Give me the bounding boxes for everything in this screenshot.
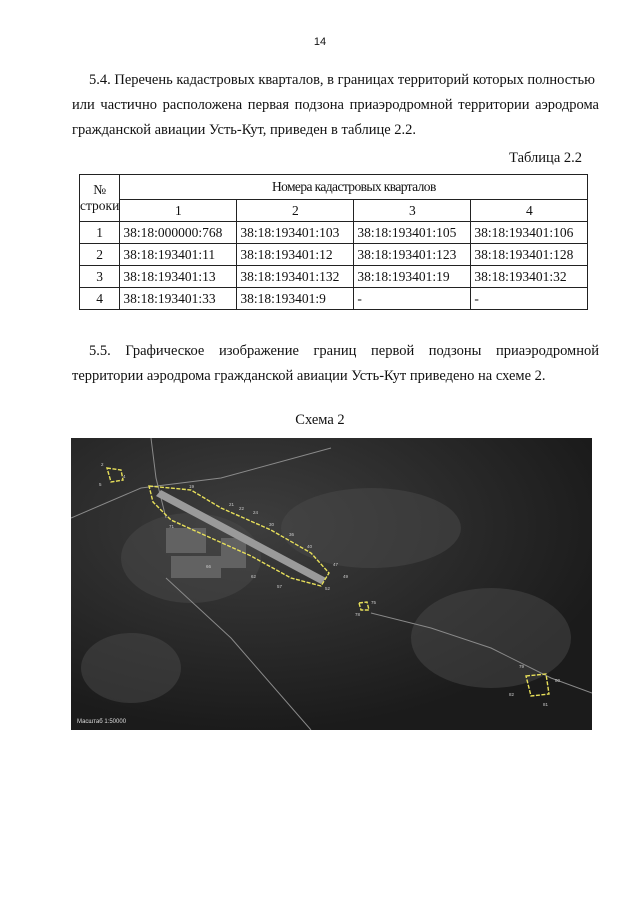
table-row xyxy=(80,222,588,244)
point-label: 78 xyxy=(355,612,361,617)
table-row xyxy=(80,288,588,310)
schema-title: Схема 2 xyxy=(295,412,345,428)
table-cell: 38:18:193401:106 xyxy=(471,222,588,244)
section-5-4-line-1: 5.4. Перечень кадастровых кварталов, в границах территорий которых полностью xyxy=(89,72,595,88)
row-number: 2 xyxy=(80,244,120,266)
section-5-5-paragraph xyxy=(72,339,599,389)
point-label: 47 xyxy=(333,562,339,567)
aerodrome-subzone-map xyxy=(71,438,592,730)
point-label: 30 xyxy=(269,522,275,527)
cadastral-quarters-table xyxy=(79,174,588,310)
column-number: 4 xyxy=(471,200,588,222)
row-number: 1 xyxy=(80,222,120,244)
point-label: 19 xyxy=(189,484,195,489)
point-label: 80 xyxy=(555,678,561,683)
table-cell: 38:18:193401:123 xyxy=(354,244,471,266)
point-label: 36 xyxy=(289,532,295,537)
point-label: 79 xyxy=(519,664,525,669)
table-row xyxy=(80,244,588,266)
table-row xyxy=(80,266,588,288)
section-5-4-line-2: или частично расположена первая подзона приаэродромной территории аэродрома xyxy=(72,97,599,113)
table-cell: - xyxy=(354,288,471,310)
section-5-5-line-2: территории аэродрома гражданской авиации Усть-Кут приведено на схеме 2. xyxy=(72,368,546,384)
point-label: 2 xyxy=(101,462,104,467)
table-cell: 38:18:193401:19 xyxy=(354,266,471,288)
page-number: 14 xyxy=(313,36,327,48)
point-label: 24 xyxy=(253,510,259,515)
point-label: 40 xyxy=(307,544,313,549)
row-number: 4 xyxy=(80,288,120,310)
table-cell: 38:18:000000:768 xyxy=(120,222,237,244)
table-cell: 38:18:193401:105 xyxy=(354,222,471,244)
point-label: 22 xyxy=(239,506,245,511)
point-label: 52 xyxy=(325,586,331,591)
point-label: 82 xyxy=(509,692,515,697)
table-cell: 38:18:193401:32 xyxy=(471,266,588,288)
point-label: 66 xyxy=(206,564,212,569)
column-number: 1 xyxy=(120,200,237,222)
section-5-5-line-1: 5.5. Графическое изображение границ первой подзоны приаэродромной xyxy=(89,343,599,359)
table-caption: Таблица 2.2 xyxy=(509,150,582,166)
point-label: 21 xyxy=(229,502,235,507)
column-number-row xyxy=(80,200,588,222)
row-number-header: № строки xyxy=(80,175,120,222)
point-label: 71 xyxy=(169,524,175,529)
section-5-4-line-3: гражданской авиации Усть-Кут, приведен в таблице 2.2. xyxy=(72,122,417,138)
table-cell: 38:18:193401:128 xyxy=(471,244,588,266)
column-number: 2 xyxy=(237,200,354,222)
table-cell: 38:18:193401:103 xyxy=(237,222,354,244)
point-label: 81 xyxy=(543,702,549,707)
table-cell: 38:18:193401:33 xyxy=(120,288,237,310)
table-header-row xyxy=(80,175,588,200)
point-label: 5 xyxy=(99,482,102,487)
point-label: 49 xyxy=(343,574,349,579)
column-number: 3 xyxy=(354,200,471,222)
point-label: 4 xyxy=(123,474,126,479)
row-number: 3 xyxy=(80,266,120,288)
group-header: Номера кадастровых кварталов xyxy=(120,175,588,200)
table-cell: 38:18:193401:11 xyxy=(120,244,237,266)
point-label: 57 xyxy=(277,584,283,589)
table-cell: 38:18:193401:9 xyxy=(237,288,354,310)
table-cell: 38:18:193401:12 xyxy=(237,244,354,266)
table-cell: 38:18:193401:132 xyxy=(237,266,354,288)
table-cell: 38:18:193401:13 xyxy=(120,266,237,288)
point-label: 62 xyxy=(251,574,257,579)
section-5-4-paragraph xyxy=(72,68,599,143)
point-label: 75 xyxy=(371,600,377,605)
table-cell: - xyxy=(471,288,588,310)
map-scale-label: Масштаб 1:50000 xyxy=(77,719,127,725)
